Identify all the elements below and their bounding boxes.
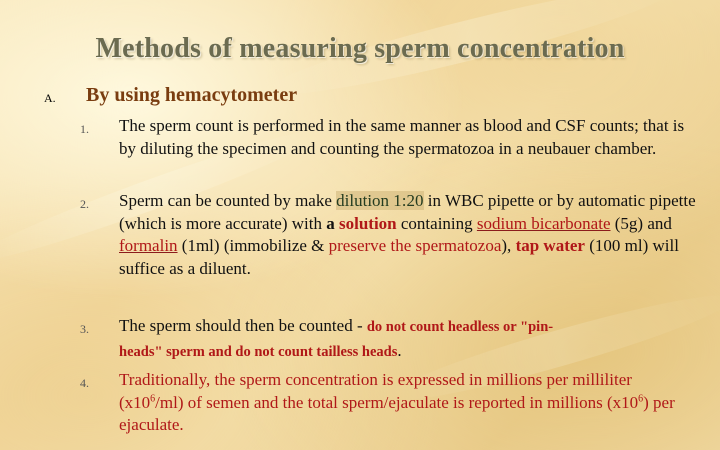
list-item: The sperm count is performed in the same manner as blood and CSF counts; that is by diluting the specimen and counting the spermatozoa in a neubauer chamber.: [119, 116, 685, 158]
text-run: ),: [501, 236, 516, 255]
item-number: 1.: [80, 122, 89, 136]
emphasis-text: do not count headless or "pin-: [366, 319, 554, 335]
emphasis-term: tap water: [515, 236, 585, 255]
list-item: [119, 369, 699, 437]
text-run: (5g) and: [610, 213, 672, 233]
text-run: (100 ml) will suffice as a diluent.: [119, 236, 679, 278]
text-run: containing: [396, 213, 477, 233]
highlighted-term: dilution 1:20: [336, 191, 424, 210]
text-run: ) per ejaculate.: [119, 392, 675, 434]
item-number: 2.: [80, 197, 89, 211]
item-number: 3.: [80, 322, 89, 336]
emphasis-text: heads" sperm and do not count tailless heads: [119, 344, 398, 360]
text-run: .: [397, 341, 402, 360]
superscript: 6: [150, 392, 156, 404]
list-item: [119, 315, 699, 339]
item-number: 4.: [80, 376, 89, 390]
slide-title: Methods of measuring sperm concentration: [95, 33, 625, 64]
section-title: By using hemacytometer: [86, 84, 298, 106]
bold-term: a: [326, 213, 335, 233]
list-item: [119, 190, 699, 280]
underlined-term: sodium bicarbonate: [476, 213, 611, 233]
text-run: The sperm should then be counted -: [119, 316, 367, 335]
emphasis-term: preserve the spermatozoa: [328, 236, 502, 255]
section-marker: A.: [44, 91, 56, 105]
underlined-term: formalin: [119, 236, 178, 255]
emphasis-term: solution: [338, 213, 397, 233]
list-item-continuation: [119, 340, 699, 364]
text-run: /ml) of semen and the total sperm/ejaculate is reported in millions (x10: [155, 392, 639, 412]
text-run: in WBC pipette or by automatic pipette (which is more accurate) with: [119, 191, 696, 233]
text-run: Sperm can be counted by make: [119, 191, 337, 210]
text-run: Traditionally, the sperm concentration is expressed in millions per milliliter (x10: [119, 370, 632, 412]
superscript: 6: [638, 392, 644, 404]
text-run: (1ml) (immobilize &: [177, 236, 329, 255]
